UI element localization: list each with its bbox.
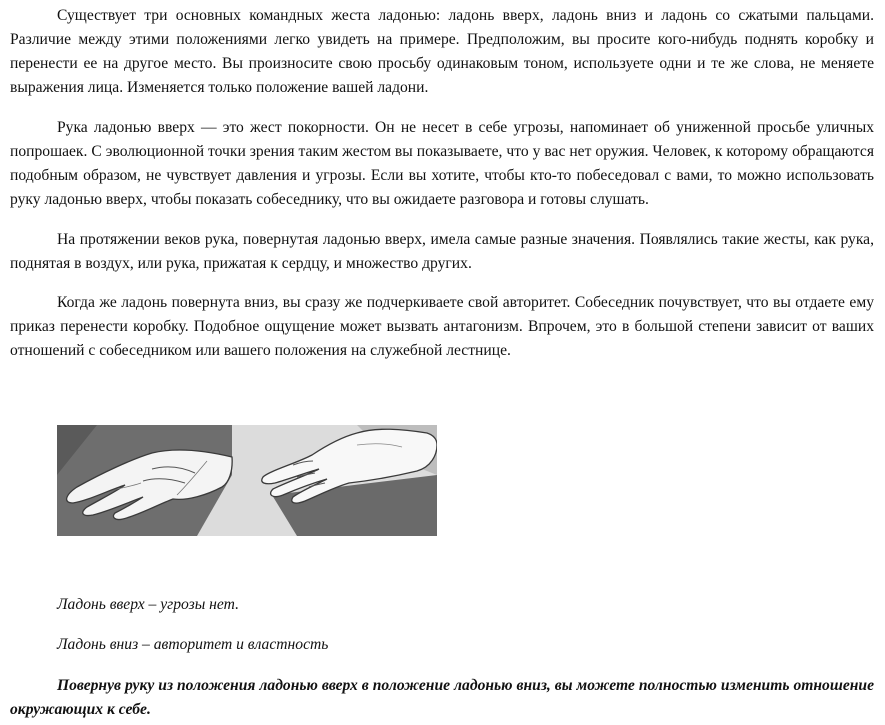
paragraph-4: Когда же ладонь повернута вниз, вы сразу же подчеркиваете свой авторитет. Собеседник почувствует, что вы отдаете ему приказ перенести коробку. Подобное ощущение может вызвать антагонизм. Впрочем, это в большой степени зависит от ваших отношений с собеседником или вашего положения на служебной лестнице.: [10, 294, 874, 359]
paragraph-1: Существует три основных командных жеста ладонью: ладонь вверх, ладонь вниз и ладонь со сжатыми пальцами. Различие между этими положениями легко увидеть на примере. Предположим, вы просите кого-нибудь поднять коробку и перенести ее на другое место. Вы произносите свою просьбу одинаковым тоном, используете одни и те же слова, не меняете выражения лица. Изменяется только положение вашей ладони.: [10, 7, 874, 96]
paragraph-3: На протяжении веков рука, повернутая ладонью вверх, имела самые разные значения. Появлялись такие жесты, как рука, поднятая в воздух, или рука, прижатая к сердцу, и множество других.: [10, 231, 874, 272]
caption-palm-up: Ладонь вверх – угрозы нет.: [57, 596, 239, 613]
paragraph-2: Рука ладонью вверх — это жест покорности. Он не несет в себе угрозы, напоминает об униженной просьбе уличных попрошаек. С эволюционной точки зрения таким жестом вы показываете, что у вас нет оружия. Человек, к которому обращаются подобным образом, не чувствует давления и угрозы. Если вы хотите, чтобы кто-то побеседовал с вами, то можно использовать руку ладонью вверх, чтобы показать собеседнику, что вы ожидаете разговора и готовы слушать.: [10, 119, 874, 208]
conclusion-paragraph: Повернув руку из положения ладонью вверх в положение ладонью вниз, вы можете полностью изменить отношение окружающих к себе.: [10, 677, 874, 718]
hands-illustration: [57, 425, 437, 536]
caption-palm-down: Ладонь вниз – авторитет и властность: [57, 636, 329, 653]
